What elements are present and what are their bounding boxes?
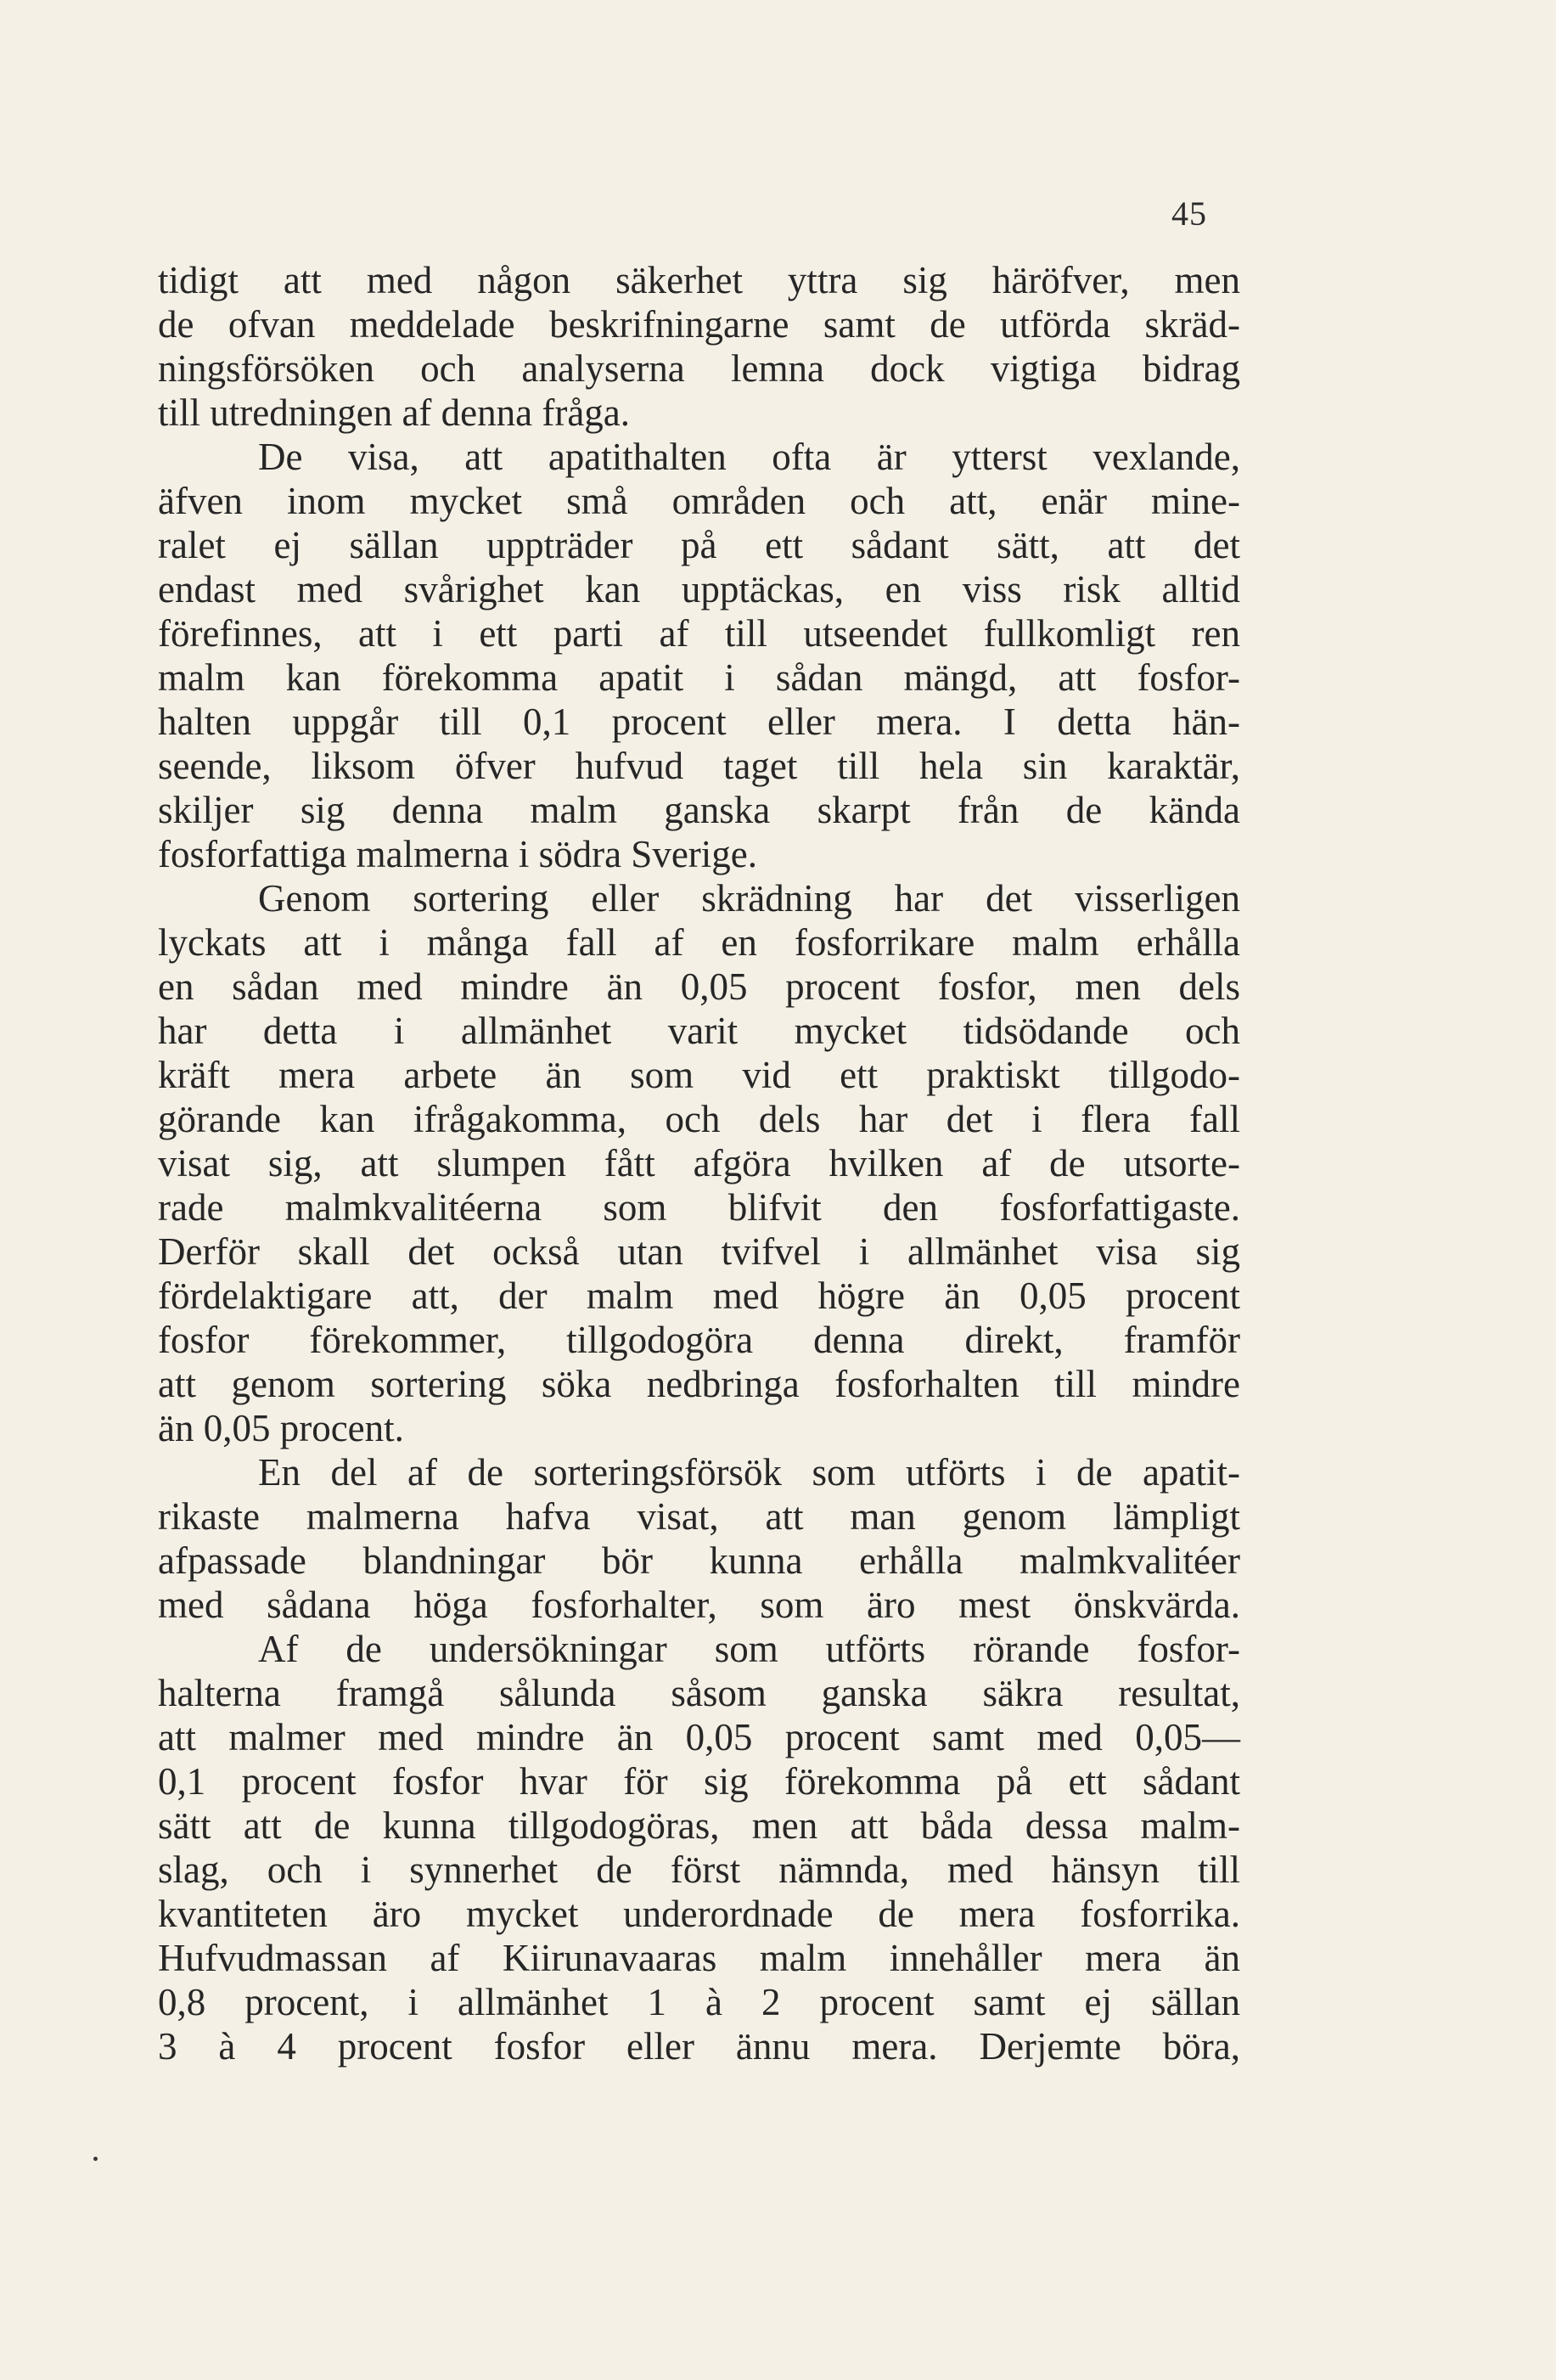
text-line: seende, liksom öfver hufvud taget till hela sin karaktär, [158,745,1240,787]
text-line: rade malmkvalitéerna som blifvit den fosforfattigaste. [158,1186,1240,1229]
text-line: med sådana höga fosforhalter, som äro mest önskvärda. [158,1584,1240,1626]
text-line: skiljer sig denna malm ganska skarpt från de kända [158,789,1240,831]
text-line: afpassade blandningar bör kunna erhålla malmkvalitéer [158,1539,1240,1582]
text-line: De visa, att apatithalten ofta är ytterst vexlande, [258,436,1240,478]
text-line: 0,8 procent, i allmänhet 1 à 2 procent samt ej sällan [158,1981,1240,2023]
text-line: kräft mera arbete än som vid ett praktiskt tillgodo- [158,1054,1240,1096]
page-number: 45 [1171,194,1207,233]
text-line: fördelaktigare att, der malm med högre än 0,05 procent [158,1274,1240,1317]
text-line: än 0,05 procent. [158,1407,404,1449]
text-line: Af de undersökningar som utförts rörande fosfor- [258,1628,1240,1670]
text-line: görande kan ifrågakomma, och dels har det i flera fall [158,1098,1240,1140]
text-line: malm kan förekomma apatit i sådan mängd, att fosfor- [158,656,1240,699]
text-line: 3 à 4 procent fosfor eller ännu mera. Derjemte böra, [158,2025,1240,2068]
text-line: En del af de sorteringsförsök som utförts i de apatit- [258,1451,1240,1494]
text-line: till utredningen af denna fråga. [158,391,631,434]
text-line: rikaste malmerna hafva visat, att man genom lämpligt [158,1495,1240,1538]
body-text [158,258,1240,2068]
text-line: äfven inom mycket små områden och att, enär mine- [158,480,1240,522]
text-line: kvantiteten äro mycket underordnade de mera fosforrika. [158,1893,1240,1935]
text-line: förefinnes, att i ett parti af till utseendet fullkomligt ren [158,612,1240,655]
text-line: tidigt att med någon säkerhet yttra sig häröfver, men [158,259,1240,301]
text-line: halterna framgå sålunda såsom ganska säkra resultat, [158,1672,1240,1714]
text-line: lyckats att i många fall af en fosforrikare malm erhålla [158,921,1240,964]
text-line: 0,1 procent fosfor hvar för sig förekomma på ett sådant [158,1760,1240,1803]
print-speck [93,2157,98,2161]
text-line: en sådan med mindre än 0,05 procent fosfor, men dels [158,965,1240,1008]
text-line: ningsförsöken och analyserna lemna dock vigtiga bidrag [158,347,1240,390]
text-line: att genom sortering söka nedbringa fosforhalten till mindre [158,1363,1240,1405]
text-line: visat sig, att slumpen fått afgöra hvilken af de utsorte- [158,1142,1240,1184]
text-line: fosforfattiga malmerna i södra Sverige. [158,833,758,875]
text-line: fosfor förekommer, tillgodogöra denna direkt, framför [158,1319,1240,1361]
text-line: Derför skall det också utan tvifvel i allmänhet visa sig [158,1230,1240,1273]
text-line: ralet ej sällan uppträder på ett sådant sätt, att det [158,524,1240,566]
text-line: sätt att de kunna tillgodogöras, men att båda dessa malm- [158,1804,1240,1847]
text-line: endast med svårighet kan upptäckas, en viss risk alltid [158,568,1240,610]
text-line: de ofvan meddelade beskrifningarne samt de utförda skräd- [158,303,1240,346]
text-line: att malmer med mindre än 0,05 procent samt med 0,05— [158,1716,1240,1758]
text-line: har detta i allmänhet varit mycket tidsödande och [158,1010,1240,1052]
text-line: Genom sortering eller skrädning har det visserligen [258,877,1240,920]
text-line: slag, och i synnerhet de först nämnda, med hänsyn till [158,1848,1240,1891]
text-line: Hufvudmassan af Kiirunavaaras malm innehåller mera än [158,1937,1240,1979]
text-line: halten uppgår till 0,1 procent eller mera. I detta hän- [158,700,1240,743]
